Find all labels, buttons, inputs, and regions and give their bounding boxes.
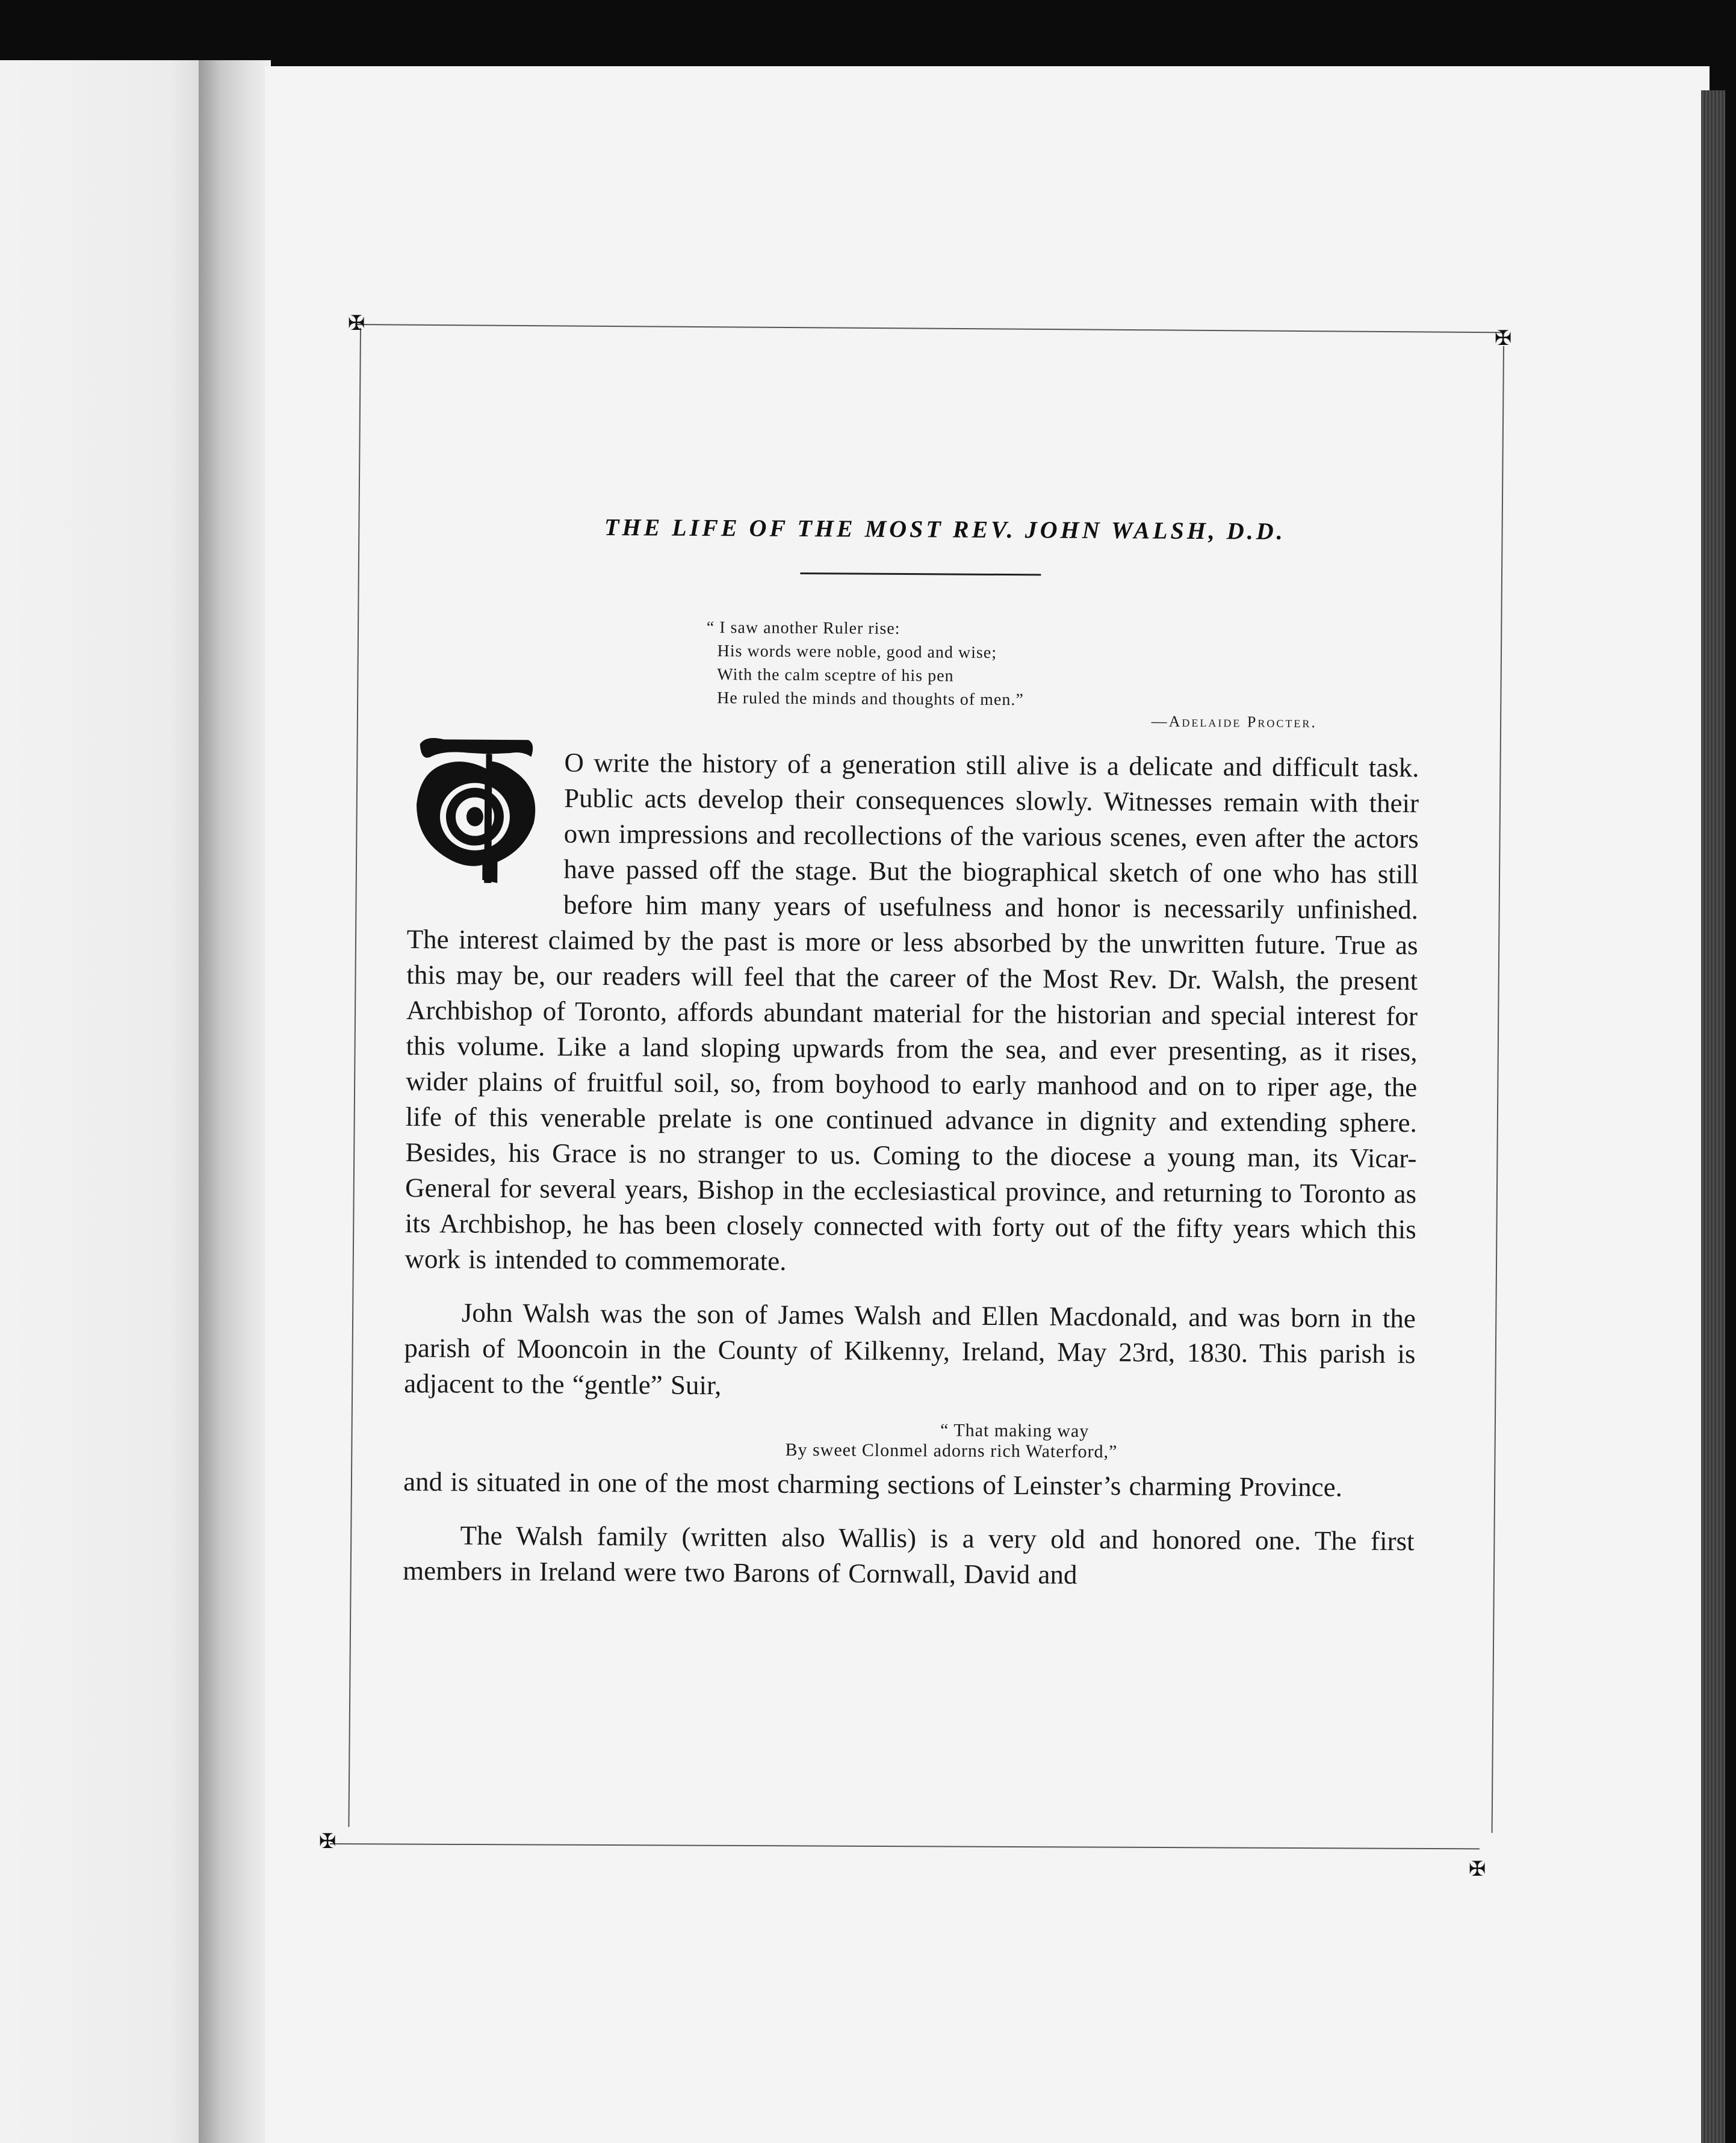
left-page-edge	[0, 60, 211, 2143]
title-rule	[800, 572, 1041, 575]
epigraph-attribution: —Adelaide Procter.	[1151, 712, 1317, 731]
epigraph-line: He ruled the minds and thoughts of men.”	[717, 689, 1024, 710]
cross-ornament-icon: ✠	[347, 311, 365, 335]
ornamental-dropcap-t	[407, 732, 541, 889]
paragraph-4: The Walsh family (written also Wallis) is a very old and honored one. The first members in Ireland were two Barons of Cornwall, David and	[403, 1520, 1415, 1590]
paragraph-1	[405, 744, 1419, 1283]
quote-line: By sweet Clonmel adorns rich Waterford,”	[785, 1439, 1118, 1462]
quote-line: “ That making way	[940, 1420, 1090, 1441]
cross-ornament-icon: ✠	[318, 1829, 336, 1853]
epigraph-line: “ I saw another Ruler rise:	[706, 618, 901, 638]
page-stack-edge	[1701, 90, 1725, 2143]
cross-ornament-icon: ✠	[1494, 326, 1512, 350]
epigraph-line: With the calm sceptre of his pen	[717, 665, 954, 686]
paragraph-text: O write the history of a generation still alive is a delicate and difficult task. Public acts develop their consequences slowly. Witnesses remain with their own impressions and recollections of the various scenes, even after the actors have passed off the stage. But the biographical sketch of one who has still before him many years of usefulness and honor is necessarily unfinished. The interest claimed by the past is more or less absorbed by the unwritten future. True as this may be, our readers will feel that the career of the Most Rev. Dr. Walsh, the present Archbishop of Toronto, affords abundant material for the historian and special interest for this volume. Like a land sloping upwards from the sea, and ever presenting, as it rises, wider plains of fruitful soil, so, from boyhood to early manhood and on to riper age, the life of this venerable prelate is one continued advance in dignity and extending sphere. Besides, his Grace is no stranger to us. Coming to the diocese a young man, its Vicar-General for several years, Bishop in the ecclesiastical province, and returning to Toronto as its Archbishop, he has been closely connected with forty out of the fifty years which this work is intended to commemorate.	[405, 747, 1419, 1276]
page-title: THE LIFE OF THE MOST REV. JOHN WALSH, D.D.	[604, 513, 1286, 545]
inline-quote	[488, 1418, 1415, 1464]
page-content	[403, 512, 1421, 1613]
paragraph-3: and is situated in one of the most charming sections of Leinster’s charming Province.	[403, 1466, 1343, 1503]
epigraph-line: His words were noble, good and wise;	[717, 642, 997, 662]
cross-ornament-icon: ✠	[1468, 1857, 1486, 1881]
epigraph	[706, 616, 1420, 714]
book-gutter	[199, 60, 271, 2143]
paragraph-2: John Walsh was the son of James Walsh and Ellen Macdonald, and was born in the parish of Mooncoin in the County of Kilkenny, Ireland, May 23rd, 1830. This parish is adjacent to the “gentle” Suir,	[404, 1297, 1416, 1401]
